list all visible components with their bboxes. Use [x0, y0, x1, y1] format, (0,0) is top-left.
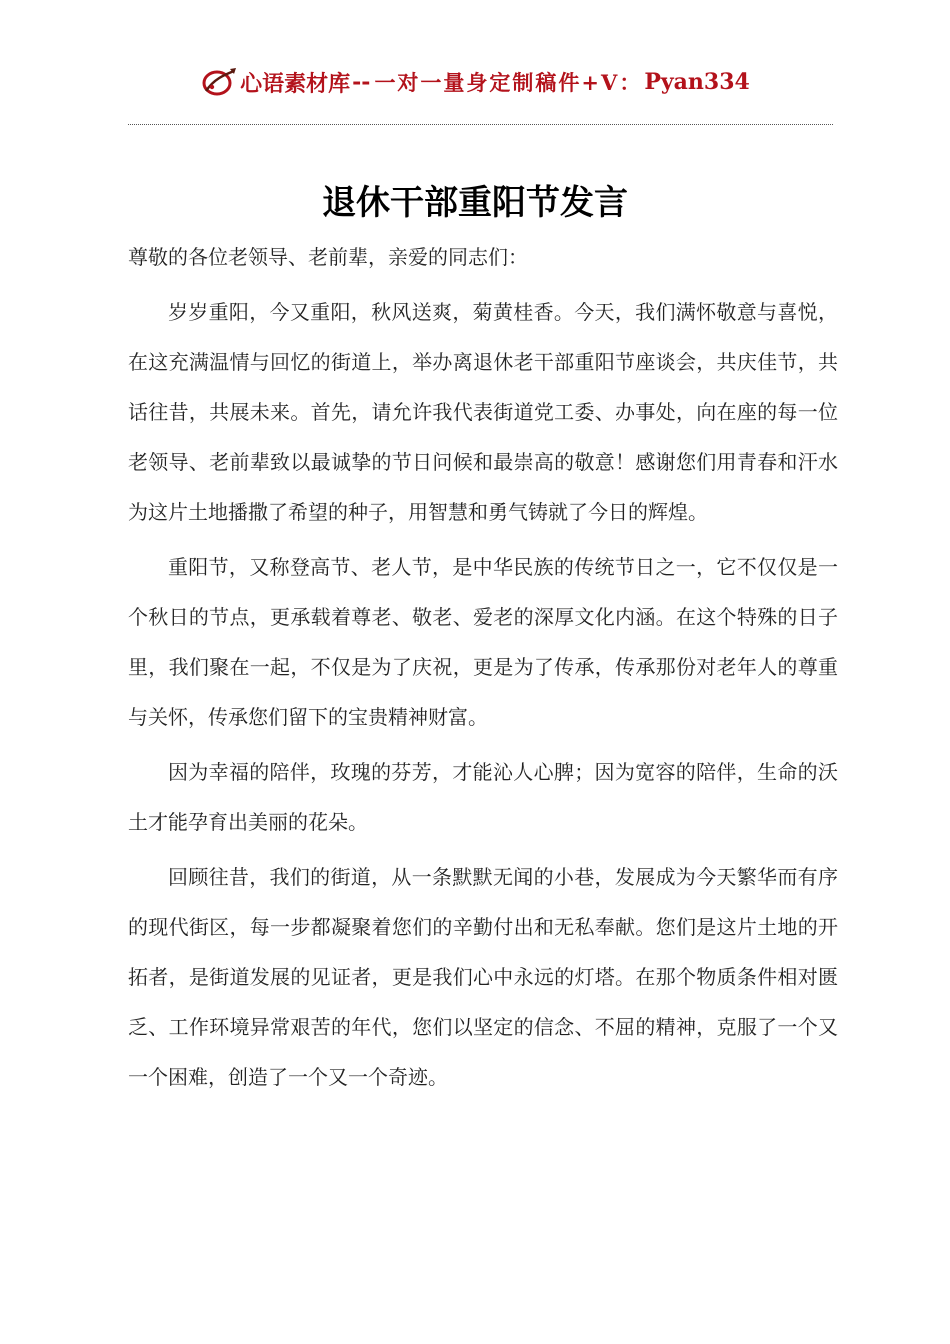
paragraph-2: 重阳节，又称登高节、老人节，是中华民族的传统节日之一，它不仅仅是一个秋日的节点，更承载着尊老、敬老、爱老的深厚文化内涵。在这个特殊的日子里，我们聚在一起，不仅是为了庆祝，更是为了传承，传承那份对老年人的尊重与关怀，传承您们留下的宝贵精神财富。 — [128, 555, 838, 729]
document-title: 退休干部重阳节发言 — [322, 183, 628, 223]
salutation: 尊敬的各位老领导、老前辈，亲爱的同志们： — [128, 245, 528, 269]
page-header — [0, 60, 950, 104]
brand-logo-icon — [200, 65, 238, 99]
paragraph-3: 因为幸福的陪伴，玫瑰的芬芳，才能沁人心脾；因为宽容的陪伴，生命的沃土才能孕育出美丽的花朵。 — [128, 760, 838, 834]
brand-name: 心语素材库 — [240, 70, 351, 97]
header-contact: Pyan334 — [644, 69, 750, 95]
header-tagline: 一对一量身定制稿件+V： — [374, 70, 643, 95]
paragraph-1: 岁岁重阳，今又重阳，秋风送爽，菊黄桂香。今天，我们满怀敬意与喜悦，在这充满温情与回忆的街道上，举办离退休老干部重阳节座谈会，共庆佳节，共话往昔，共展未来。首先，请允许我代表街道党工委、办事处，向在座的每一位老领导、老前辈致以最诚挚的节日问候和最崇高的敬意！感谢您们用青春和汗水为这片土地播撒了希望的种子，用智慧和勇气铸就了今日的辉煌。 — [128, 300, 838, 524]
document-body — [128, 232, 838, 1107]
header-separator: -- — [352, 69, 371, 95]
header-divider — [128, 124, 833, 125]
paragraph-4: 回顾往昔，我们的街道，从一条默默无闻的小巷，发展成为今天繁华而有序的现代街区，每一步都凝聚着您们的辛勤付出和无私奉献。您们是这片土地的开拓者，是街道发展的见证者，更是我们心中永远的灯塔。在那个物质条件相对匮乏、工作环境异常艰苦的年代，您们以坚定的信念、不屈的精神，克服了一个又一个困难，创造了一个又一个奇迹。 — [128, 865, 838, 1089]
